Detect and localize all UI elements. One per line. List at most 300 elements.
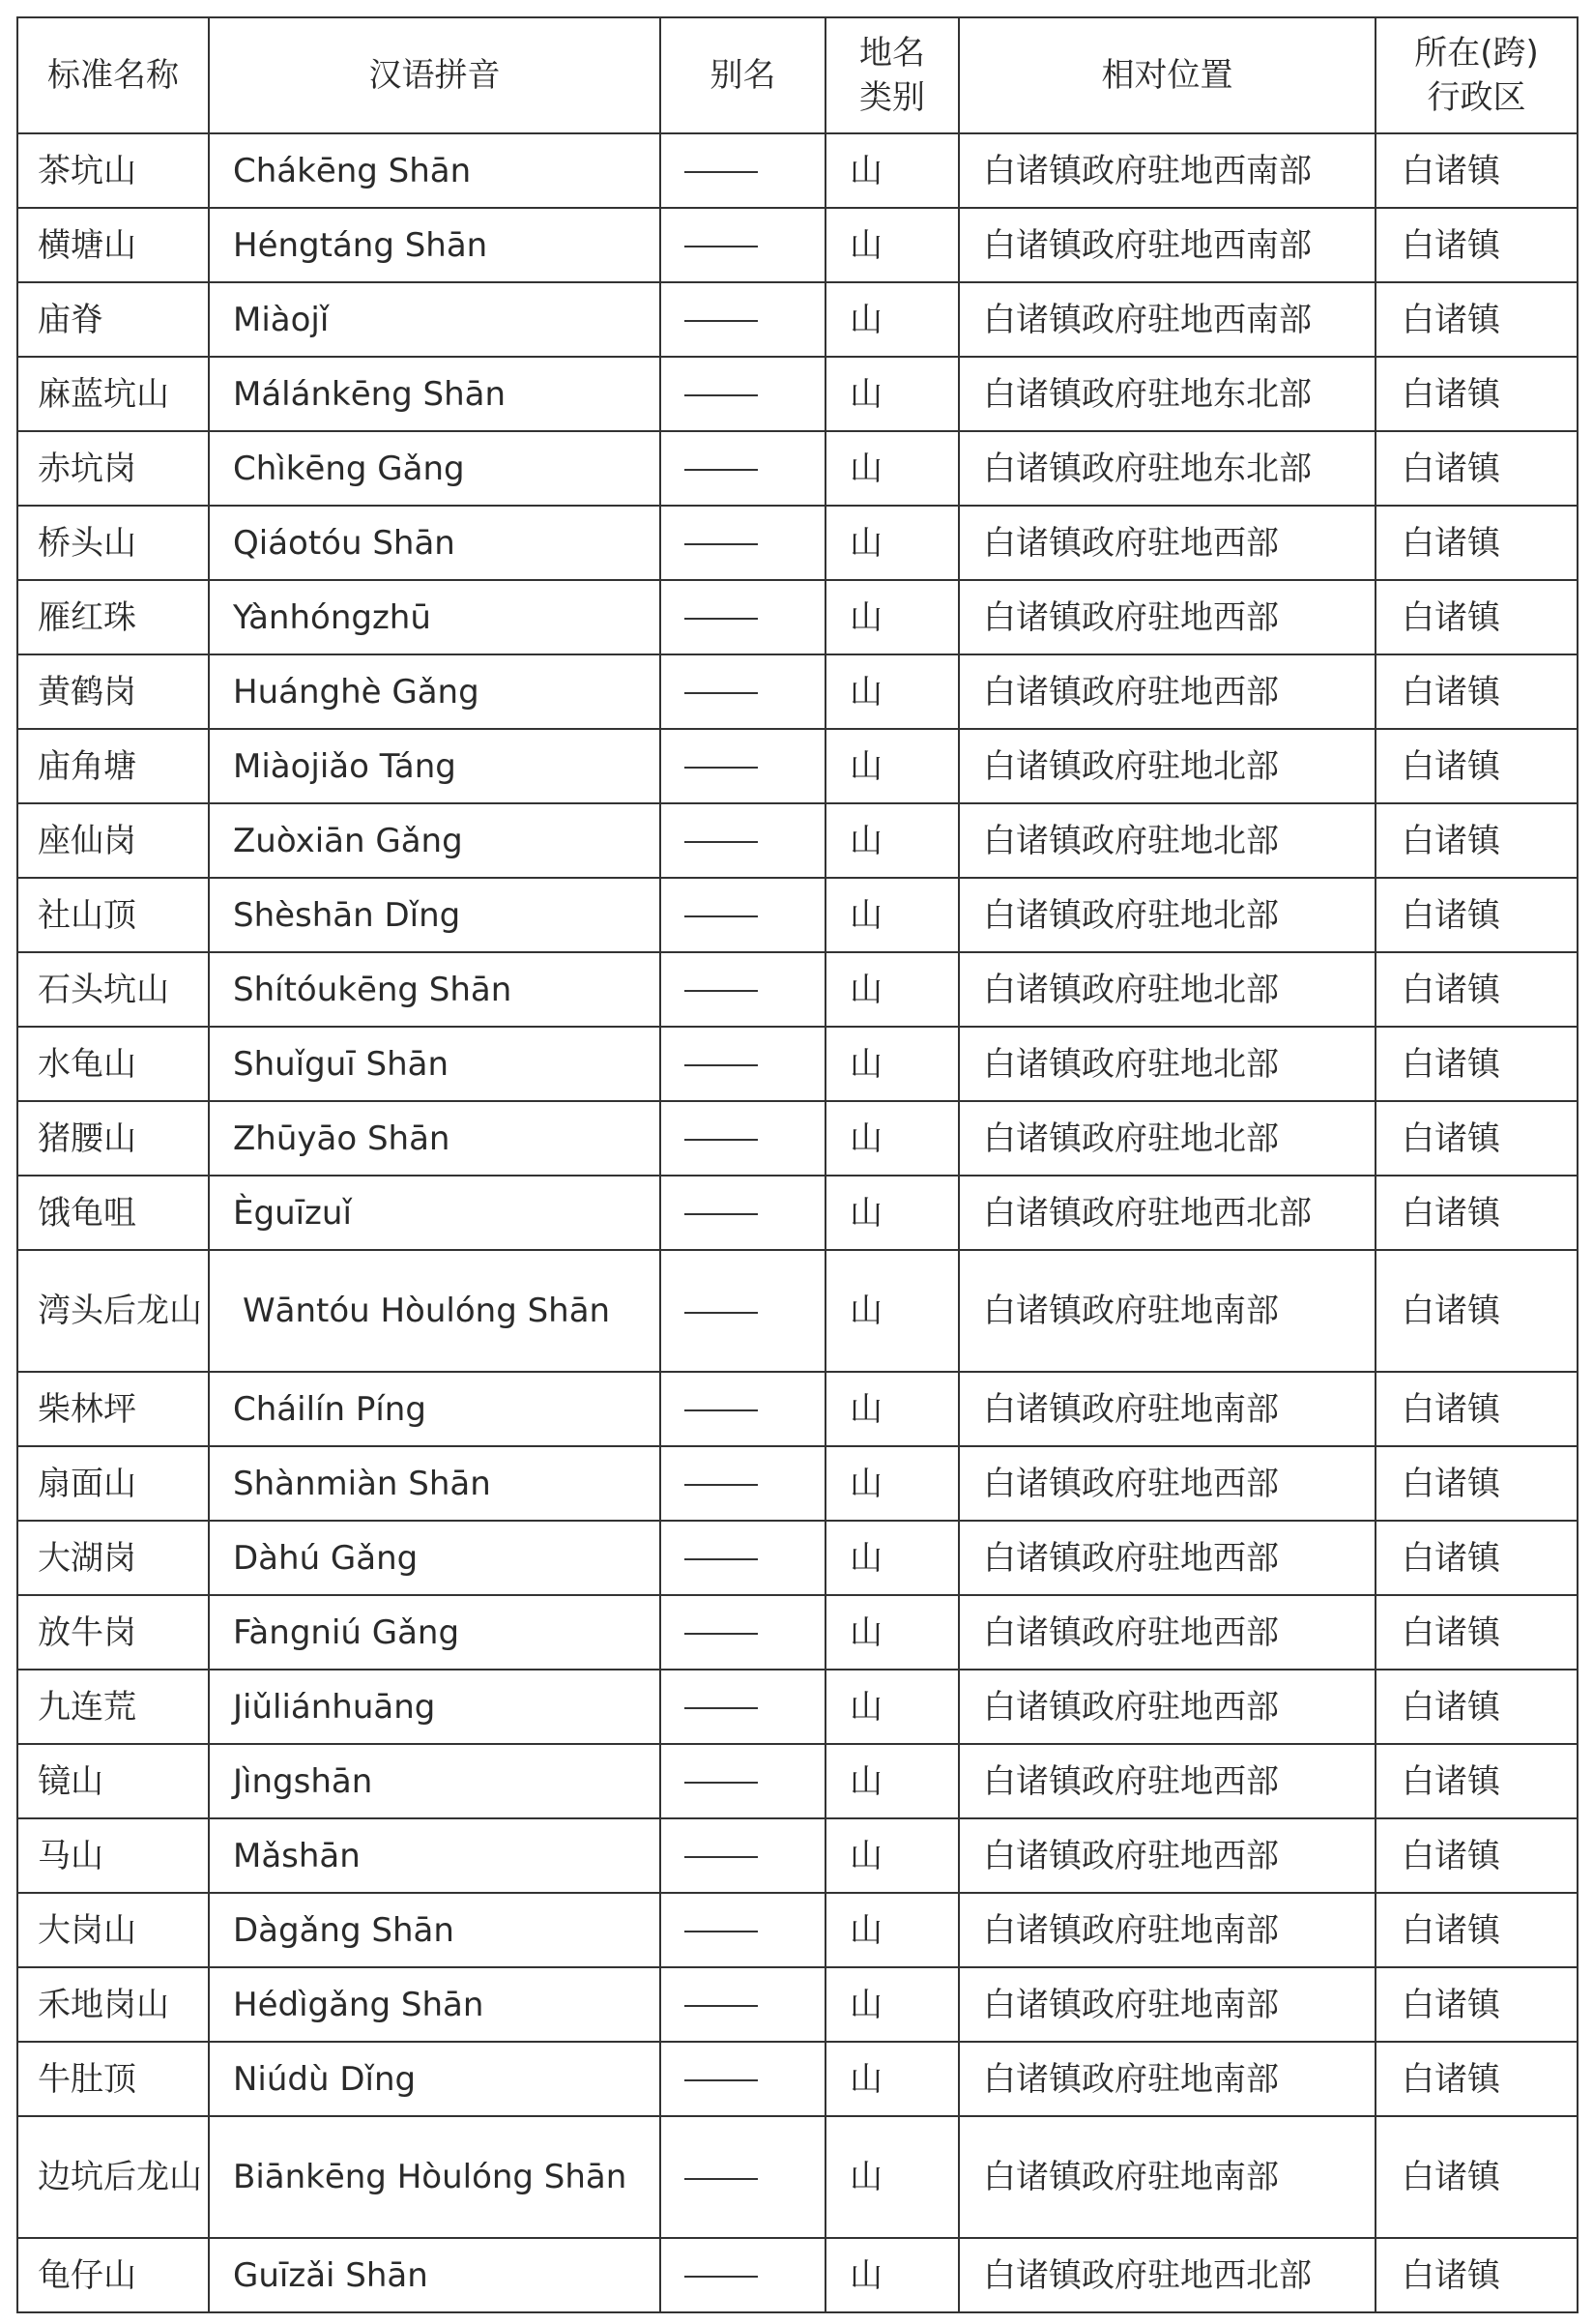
pinyin-cell — [209, 1670, 660, 1744]
pinyin-text: Chákēng Shān — [233, 151, 472, 190]
relative-position-text: 白诸镇政府驻地南部 — [983, 1389, 1279, 1429]
table-row — [17, 2238, 1578, 2312]
admin-region-cell — [1376, 1101, 1578, 1176]
alias-cell — [660, 1101, 825, 1176]
category-cell — [825, 580, 959, 654]
table-row — [17, 357, 1578, 431]
relative-position-cell — [959, 878, 1376, 952]
relative-position-cell — [959, 2116, 1376, 2238]
alias-dash — [684, 1931, 758, 1932]
relative-position-cell — [959, 1521, 1376, 1595]
pinyin-cell — [209, 1521, 660, 1595]
pinyin-text: Biānkēng Hòulóng Shān — [233, 2158, 627, 2196]
category-text: 山 — [850, 597, 883, 637]
pinyin-text: Miàojiǎo Táng — [233, 746, 456, 786]
table-row — [17, 431, 1578, 506]
category-text: 山 — [850, 151, 883, 190]
standard-name-cell — [17, 1744, 209, 1818]
category-cell — [825, 803, 959, 878]
alias-cell — [660, 1250, 825, 1372]
category-cell — [825, 506, 959, 580]
pinyin-text: Dàgǎng Shān — [233, 1910, 454, 1950]
relative-position-text: 白诸镇政府驻地北部 — [983, 970, 1279, 1009]
standard-name-cell — [17, 1818, 209, 1893]
table-row — [17, 803, 1578, 878]
table-row — [17, 1670, 1578, 1744]
standard-name-cell — [17, 952, 209, 1027]
relative-position-text: 白诸镇政府驻地东北部 — [983, 374, 1312, 414]
alias-dash — [684, 394, 758, 396]
pinyin-cell — [209, 282, 660, 357]
standard-name-cell — [17, 1250, 209, 1372]
admin-region-text: 白诸镇 — [1402, 1985, 1500, 2024]
header-category: 地名 类别 — [825, 17, 959, 133]
admin-region-cell — [1376, 1027, 1578, 1101]
pinyin-text: Wāntóu Hòulóng Shān — [243, 1292, 611, 1330]
alias-cell — [660, 282, 825, 357]
category-cell — [825, 1818, 959, 1893]
pinyin-text: Dàhú Gǎng — [233, 1538, 419, 1578]
relative-position-text: 白诸镇政府驻地西南部 — [983, 225, 1312, 265]
admin-region-text: 白诸镇 — [1402, 449, 1500, 488]
table-row — [17, 1521, 1578, 1595]
pinyin-text: Qiáotóu Shān — [233, 523, 455, 563]
table-row — [17, 1893, 1578, 1967]
alias-cell — [660, 133, 825, 208]
table-row — [17, 1967, 1578, 2042]
alias-cell — [660, 729, 825, 803]
standard-name: 马山 — [38, 1836, 103, 1875]
standard-name-cell — [17, 133, 209, 208]
pinyin-cell — [209, 208, 660, 282]
alias-dash — [684, 841, 758, 843]
alias-dash — [684, 1484, 758, 1486]
alias-dash — [684, 2079, 758, 2081]
table-row — [17, 729, 1578, 803]
standard-name: 禾地岗山 — [38, 1985, 169, 2024]
standard-name: 麻蓝坑山 — [38, 374, 169, 414]
standard-name-cell — [17, 506, 209, 580]
category-cell — [825, 133, 959, 208]
standard-name: 庙角塘 — [38, 746, 136, 786]
alias-dash — [684, 990, 758, 992]
category-cell — [825, 357, 959, 431]
category-cell — [825, 1446, 959, 1521]
standard-name-cell — [17, 2042, 209, 2116]
header-row — [17, 17, 1578, 133]
admin-region-text: 白诸镇 — [1402, 672, 1500, 712]
category-cell — [825, 878, 959, 952]
admin-region-cell — [1376, 878, 1578, 952]
table-body — [17, 133, 1578, 2312]
standard-name-cell — [17, 1446, 209, 1521]
pinyin-cell — [209, 1967, 660, 2042]
pinyin-cell — [209, 1744, 660, 1818]
pinyin-text: Jiǔliánhuāng — [233, 1687, 436, 1727]
category-text: 山 — [850, 1292, 883, 1330]
pinyin-cell — [209, 2116, 660, 2238]
alias-dash — [684, 2178, 758, 2180]
admin-region-cell — [1376, 1893, 1578, 1967]
pinyin-text: Miàojǐ — [233, 300, 330, 339]
standard-name-cell — [17, 1967, 209, 2042]
category-cell — [825, 1670, 959, 1744]
relative-position-text: 白诸镇政府驻地西部 — [983, 597, 1279, 637]
admin-region-cell — [1376, 1372, 1578, 1446]
standard-name: 横塘山 — [38, 225, 136, 265]
table-row — [17, 282, 1578, 357]
relative-position-cell — [959, 282, 1376, 357]
category-cell — [825, 952, 959, 1027]
pinyin-cell — [209, 729, 660, 803]
alias-dash — [684, 1312, 758, 1314]
alias-cell — [660, 1521, 825, 1595]
relative-position-text: 白诸镇政府驻地西部 — [983, 672, 1279, 712]
relative-position-text: 白诸镇政府驻地西部 — [983, 1761, 1279, 1801]
pinyin-text: Zhūyāo Shān — [233, 1118, 450, 1158]
header-relative-position: 相对位置 — [959, 17, 1376, 133]
pinyin-cell — [209, 803, 660, 878]
relative-position-cell — [959, 431, 1376, 506]
admin-region-cell — [1376, 1250, 1578, 1372]
relative-position-text: 白诸镇政府驻地西南部 — [983, 300, 1312, 339]
category-cell — [825, 431, 959, 506]
table-row — [17, 1744, 1578, 1818]
category-text: 山 — [850, 2158, 883, 2196]
admin-region-cell — [1376, 1446, 1578, 1521]
pinyin-cell — [209, 431, 660, 506]
category-cell — [825, 1027, 959, 1101]
admin-region-cell — [1376, 654, 1578, 729]
admin-region-text: 白诸镇 — [1402, 1836, 1500, 1875]
admin-region-cell — [1376, 208, 1578, 282]
header-pinyin: 汉语拼音 — [209, 17, 660, 133]
standard-name: 放牛岗 — [38, 1612, 136, 1652]
standard-name: 黄鹤岗 — [38, 672, 136, 712]
admin-region-text: 白诸镇 — [1402, 300, 1500, 339]
standard-name-cell — [17, 2238, 209, 2312]
category-text: 山 — [850, 970, 883, 1009]
admin-region-text: 白诸镇 — [1402, 2059, 1500, 2099]
relative-position-cell — [959, 2238, 1376, 2312]
standard-name-cell — [17, 208, 209, 282]
relative-position-cell — [959, 1967, 1376, 2042]
standard-name: 社山顶 — [38, 895, 136, 935]
relative-position-cell — [959, 208, 1376, 282]
admin-region-cell — [1376, 729, 1578, 803]
category-text: 山 — [850, 1193, 883, 1233]
alias-cell — [660, 1372, 825, 1446]
admin-region-text: 白诸镇 — [1402, 2158, 1500, 2196]
standard-name-cell — [17, 878, 209, 952]
admin-region-cell — [1376, 506, 1578, 580]
admin-region-cell — [1376, 580, 1578, 654]
relative-position-cell — [959, 1595, 1376, 1670]
header-admin-region: 所在(跨) 行政区 — [1376, 17, 1578, 133]
category-text: 山 — [850, 1910, 883, 1950]
alias-cell — [660, 1670, 825, 1744]
pinyin-cell — [209, 952, 660, 1027]
pinyin-text: Málánkēng Shān — [233, 374, 507, 414]
admin-region-text: 白诸镇 — [1402, 1193, 1500, 1233]
alias-cell — [660, 803, 825, 878]
alias-cell — [660, 208, 825, 282]
alias-dash — [684, 469, 758, 471]
admin-region-cell — [1376, 952, 1578, 1027]
pinyin-text: Huánghè Gǎng — [233, 672, 479, 712]
relative-position-text: 白诸镇政府驻地西部 — [983, 1687, 1279, 1727]
standard-name: 湾头后龙山 — [38, 1292, 202, 1330]
table-row — [17, 1818, 1578, 1893]
alias-dash — [684, 767, 758, 769]
category-cell — [825, 282, 959, 357]
relative-position-text: 白诸镇政府驻地西南部 — [983, 151, 1312, 190]
category-cell — [825, 1101, 959, 1176]
pinyin-text: Shuǐguī Shān — [233, 1044, 449, 1084]
standard-name-cell — [17, 357, 209, 431]
admin-region-cell — [1376, 2238, 1578, 2312]
relative-position-text: 白诸镇政府驻地南部 — [983, 2059, 1279, 2099]
relative-position-cell — [959, 952, 1376, 1027]
alias-dash — [684, 1409, 758, 1411]
category-text: 山 — [850, 672, 883, 712]
standard-name: 桥头山 — [38, 523, 136, 563]
alias-cell — [660, 2238, 825, 2312]
table-row — [17, 2116, 1578, 2238]
table-row — [17, 1372, 1578, 1446]
admin-region-text: 白诸镇 — [1402, 970, 1500, 1009]
category-cell — [825, 1372, 959, 1446]
standard-name: 雁红珠 — [38, 597, 136, 637]
alias-dash — [684, 1856, 758, 1858]
admin-region-text: 白诸镇 — [1402, 374, 1500, 414]
standard-name-cell — [17, 1101, 209, 1176]
standard-name-cell — [17, 729, 209, 803]
alias-cell — [660, 1893, 825, 1967]
admin-region-cell — [1376, 1176, 1578, 1250]
standard-name: 扇面山 — [38, 1464, 136, 1503]
category-cell — [825, 2238, 959, 2312]
alias-cell — [660, 878, 825, 952]
category-text: 山 — [850, 1538, 883, 1578]
alias-cell — [660, 1176, 825, 1250]
standard-name-cell — [17, 282, 209, 357]
relative-position-cell — [959, 803, 1376, 878]
table-header — [17, 17, 1578, 133]
admin-region-text: 白诸镇 — [1402, 1761, 1500, 1801]
standard-name-cell — [17, 1521, 209, 1595]
standard-name: 猪腰山 — [38, 1118, 136, 1158]
table-row — [17, 506, 1578, 580]
category-text: 山 — [850, 300, 883, 339]
category-text: 山 — [850, 523, 883, 563]
category-text: 山 — [850, 746, 883, 786]
admin-region-text: 白诸镇 — [1402, 1612, 1500, 1652]
alias-cell — [660, 2042, 825, 2116]
category-text: 山 — [850, 1044, 883, 1084]
standard-name: 赤坑岗 — [38, 449, 136, 488]
pinyin-cell — [209, 1818, 660, 1893]
alias-cell — [660, 2116, 825, 2238]
pinyin-text: Mǎshān — [233, 1836, 361, 1875]
pinyin-cell — [209, 506, 660, 580]
table-row — [17, 878, 1578, 952]
relative-position-text: 白诸镇政府驻地南部 — [983, 1292, 1279, 1330]
relative-position-cell — [959, 1250, 1376, 1372]
category-cell — [825, 1967, 959, 2042]
pinyin-cell — [209, 654, 660, 729]
table-row — [17, 1595, 1578, 1670]
pinyin-cell — [209, 133, 660, 208]
pinyin-cell — [209, 580, 660, 654]
alias-dash — [684, 1213, 758, 1215]
pinyin-text: Yànhóngzhū — [233, 597, 431, 637]
relative-position-text: 白诸镇政府驻地东北部 — [983, 449, 1312, 488]
admin-region-text: 白诸镇 — [1402, 2255, 1500, 2295]
standard-name-cell — [17, 2116, 209, 2238]
relative-position-text: 白诸镇政府驻地南部 — [983, 1910, 1279, 1950]
category-text: 山 — [850, 895, 883, 935]
admin-region-text: 白诸镇 — [1402, 151, 1500, 190]
alias-cell — [660, 1027, 825, 1101]
alias-cell — [660, 580, 825, 654]
pinyin-cell — [209, 1101, 660, 1176]
admin-region-cell — [1376, 1595, 1578, 1670]
standard-name: 饿龟咀 — [38, 1193, 136, 1233]
standard-name-cell — [17, 803, 209, 878]
alias-dash — [684, 1064, 758, 1066]
place-name-table — [16, 16, 1579, 2313]
relative-position-text: 白诸镇政府驻地南部 — [983, 2158, 1279, 2196]
admin-region-text: 白诸镇 — [1402, 1118, 1500, 1158]
alias-dash — [684, 692, 758, 694]
pinyin-cell — [209, 1250, 660, 1372]
category-text: 山 — [850, 1118, 883, 1158]
relative-position-text: 白诸镇政府驻地南部 — [983, 1985, 1279, 2024]
relative-position-cell — [959, 1893, 1376, 1967]
alias-dash — [684, 1558, 758, 1560]
pinyin-cell — [209, 1176, 660, 1250]
relative-position-text: 白诸镇政府驻地西北部 — [983, 2255, 1312, 2295]
category-text: 山 — [850, 1985, 883, 2024]
standard-name: 大岗山 — [38, 1910, 136, 1950]
admin-region-cell — [1376, 1521, 1578, 1595]
relative-position-cell — [959, 1027, 1376, 1101]
standard-name-cell — [17, 431, 209, 506]
pinyin-text: Shítóukēng Shān — [233, 970, 512, 1009]
category-cell — [825, 1521, 959, 1595]
admin-region-text: 白诸镇 — [1402, 1389, 1500, 1429]
pinyin-text: Cháilín Píng — [233, 1389, 426, 1429]
relative-position-cell — [959, 1446, 1376, 1521]
relative-position-cell — [959, 580, 1376, 654]
standard-name: 座仙岗 — [38, 821, 136, 860]
pinyin-cell — [209, 2042, 660, 2116]
admin-region-cell — [1376, 133, 1578, 208]
category-text: 山 — [850, 1687, 883, 1727]
pinyin-text: Héngtáng Shān — [233, 225, 488, 265]
pinyin-cell — [209, 357, 660, 431]
standard-name: 牛肚顶 — [38, 2059, 136, 2099]
alias-dash — [684, 2276, 758, 2278]
category-text: 山 — [850, 2059, 883, 2099]
category-cell — [825, 1176, 959, 1250]
admin-region-text: 白诸镇 — [1402, 597, 1500, 637]
admin-region-cell — [1376, 2042, 1578, 2116]
alias-cell — [660, 952, 825, 1027]
admin-region-cell — [1376, 1818, 1578, 1893]
standard-name: 茶坑山 — [38, 151, 136, 190]
category-text: 山 — [850, 1836, 883, 1875]
relative-position-text: 白诸镇政府驻地北部 — [983, 821, 1279, 860]
table-row — [17, 1250, 1578, 1372]
alias-cell — [660, 1595, 825, 1670]
relative-position-text: 白诸镇政府驻地西部 — [983, 1538, 1279, 1578]
admin-region-cell — [1376, 2116, 1578, 2238]
relative-position-text: 白诸镇政府驻地西部 — [983, 1836, 1279, 1875]
pinyin-text: Guīzǎi Shān — [233, 2255, 428, 2295]
standard-name-cell — [17, 654, 209, 729]
relative-position-cell — [959, 654, 1376, 729]
standard-name-cell — [17, 1372, 209, 1446]
admin-region-text: 白诸镇 — [1402, 1687, 1500, 1727]
relative-position-text: 白诸镇政府驻地北部 — [983, 746, 1279, 786]
category-cell — [825, 2116, 959, 2238]
relative-position-cell — [959, 133, 1376, 208]
category-text: 山 — [850, 374, 883, 414]
pinyin-cell — [209, 1595, 660, 1670]
relative-position-cell — [959, 729, 1376, 803]
relative-position-cell — [959, 1818, 1376, 1893]
standard-name-cell — [17, 1670, 209, 1744]
alias-cell — [660, 357, 825, 431]
alias-dash — [684, 2005, 758, 2007]
pinyin-cell — [209, 1372, 660, 1446]
standard-name: 庙脊 — [38, 300, 103, 339]
relative-position-text: 白诸镇政府驻地西北部 — [983, 1193, 1312, 1233]
header-standard-name: 标准名称 — [17, 17, 209, 133]
admin-region-cell — [1376, 1967, 1578, 2042]
relative-position-text: 白诸镇政府驻地北部 — [983, 1044, 1279, 1084]
category-cell — [825, 1893, 959, 1967]
standard-name: 边坑后龙山 — [38, 2158, 202, 2196]
admin-region-text: 白诸镇 — [1402, 1292, 1500, 1330]
admin-region-text: 白诸镇 — [1402, 895, 1500, 935]
table-row — [17, 133, 1578, 208]
admin-region-text: 白诸镇 — [1402, 225, 1500, 265]
pinyin-text: Shànmiàn Shān — [233, 1464, 491, 1503]
category-cell — [825, 1744, 959, 1818]
category-cell — [825, 729, 959, 803]
table-row — [17, 1101, 1578, 1176]
pinyin-text: Niúdù Dǐng — [233, 2059, 417, 2099]
relative-position-cell — [959, 1101, 1376, 1176]
alias-dash — [684, 1707, 758, 1709]
relative-position-text: 白诸镇政府驻地北部 — [983, 895, 1279, 935]
admin-region-text: 白诸镇 — [1402, 1538, 1500, 1578]
relative-position-cell — [959, 357, 1376, 431]
category-text: 山 — [850, 225, 883, 265]
pinyin-cell — [209, 2238, 660, 2312]
relative-position-text: 白诸镇政府驻地西部 — [983, 1464, 1279, 1503]
pinyin-cell — [209, 1027, 660, 1101]
admin-region-text: 白诸镇 — [1402, 1044, 1500, 1084]
header-alias: 别名 — [660, 17, 825, 133]
category-cell — [825, 1595, 959, 1670]
pinyin-text: Hédìgǎng Shān — [233, 1985, 484, 2024]
relative-position-cell — [959, 506, 1376, 580]
category-text: 山 — [850, 1761, 883, 1801]
